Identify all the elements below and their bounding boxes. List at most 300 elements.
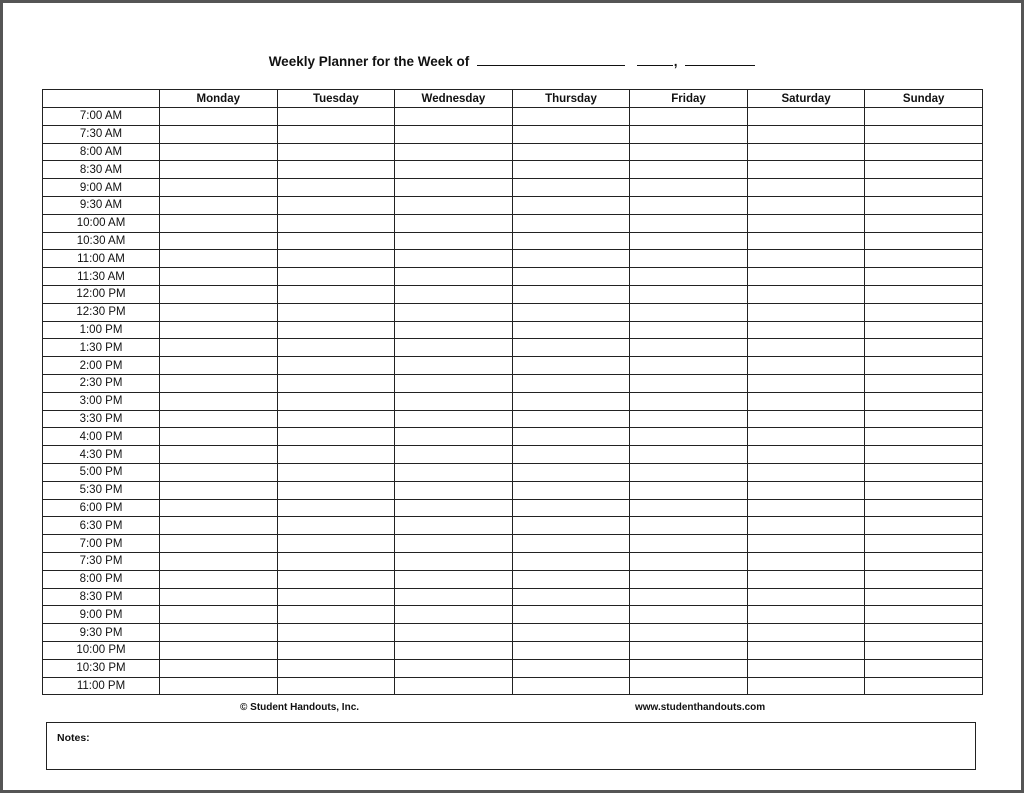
- schedule-cell[interactable]: [395, 446, 513, 464]
- schedule-table: [42, 89, 983, 695]
- notes-box[interactable]: [46, 722, 976, 770]
- schedule-cell[interactable]: [747, 214, 865, 232]
- day-header-saturday: Saturday: [747, 90, 865, 108]
- schedule-cell[interactable]: [865, 481, 983, 499]
- schedule-cell[interactable]: [865, 303, 983, 321]
- schedule-cell[interactable]: [160, 196, 278, 214]
- schedule-cell[interactable]: [865, 535, 983, 553]
- schedule-cell[interactable]: [277, 143, 395, 161]
- schedule-cell[interactable]: [865, 677, 983, 695]
- schedule-cell[interactable]: [277, 161, 395, 179]
- schedule-cell[interactable]: [395, 517, 513, 535]
- time-row: [43, 392, 983, 410]
- schedule-cell[interactable]: [160, 641, 278, 659]
- schedule-cell[interactable]: [277, 446, 395, 464]
- schedule-cell[interactable]: [512, 570, 630, 588]
- schedule-cell[interactable]: [160, 321, 278, 339]
- schedule-cell[interactable]: [277, 588, 395, 606]
- schedule-cell[interactable]: [160, 552, 278, 570]
- schedule-cell[interactable]: [395, 570, 513, 588]
- schedule-cell[interactable]: [395, 624, 513, 642]
- schedule-cell[interactable]: [630, 463, 748, 481]
- schedule-cell[interactable]: [277, 552, 395, 570]
- time-row: [43, 196, 983, 214]
- schedule-cell[interactable]: [630, 214, 748, 232]
- notes-label: Notes:: [57, 732, 90, 744]
- schedule-cell[interactable]: [512, 303, 630, 321]
- schedule-cell[interactable]: [160, 268, 278, 286]
- schedule-cell[interactable]: [630, 428, 748, 446]
- time-row: [43, 108, 983, 126]
- schedule-cell[interactable]: [512, 535, 630, 553]
- schedule-cell[interactable]: [630, 357, 748, 375]
- schedule-cell[interactable]: [865, 552, 983, 570]
- schedule-cell[interactable]: [395, 125, 513, 143]
- schedule-cell[interactable]: [512, 481, 630, 499]
- schedule-cell[interactable]: [630, 196, 748, 214]
- schedule-cell[interactable]: [865, 357, 983, 375]
- schedule-cell[interactable]: [865, 446, 983, 464]
- time-slot-label: 3:30 PM: [43, 410, 160, 428]
- schedule-cell[interactable]: [630, 410, 748, 428]
- time-row: [43, 214, 983, 232]
- schedule-cell[interactable]: [277, 285, 395, 303]
- schedule-cell[interactable]: [395, 179, 513, 197]
- time-row: [43, 552, 983, 570]
- schedule-cell[interactable]: [747, 179, 865, 197]
- time-slot-label: 6:30 PM: [43, 517, 160, 535]
- schedule-cell[interactable]: [747, 535, 865, 553]
- schedule-cell[interactable]: [865, 161, 983, 179]
- schedule-cell[interactable]: [512, 659, 630, 677]
- schedule-cell[interactable]: [630, 677, 748, 695]
- schedule-cell[interactable]: [395, 303, 513, 321]
- schedule-cell[interactable]: [865, 659, 983, 677]
- schedule-cell[interactable]: [160, 143, 278, 161]
- corner-cell: [43, 90, 160, 108]
- schedule-cell[interactable]: [395, 214, 513, 232]
- schedule-cell[interactable]: [395, 410, 513, 428]
- time-slot-label: 4:00 PM: [43, 428, 160, 446]
- schedule-cell[interactable]: [630, 161, 748, 179]
- schedule-cell[interactable]: [277, 392, 395, 410]
- schedule-cell[interactable]: [630, 321, 748, 339]
- schedule-cell[interactable]: [747, 125, 865, 143]
- time-slot-label: 7:30 PM: [43, 552, 160, 570]
- schedule-cell[interactable]: [630, 570, 748, 588]
- schedule-cell[interactable]: [512, 677, 630, 695]
- schedule-cell[interactable]: [747, 161, 865, 179]
- schedule-cell[interactable]: [160, 232, 278, 250]
- schedule-cell[interactable]: [747, 517, 865, 535]
- schedule-cell[interactable]: [747, 552, 865, 570]
- schedule-cell[interactable]: [277, 108, 395, 126]
- schedule-cell[interactable]: [630, 125, 748, 143]
- schedule-cell[interactable]: [512, 179, 630, 197]
- schedule-cell[interactable]: [160, 677, 278, 695]
- schedule-cell[interactable]: [630, 285, 748, 303]
- time-slot-label: 8:30 PM: [43, 588, 160, 606]
- time-slot-label: 7:00 AM: [43, 108, 160, 126]
- schedule-cell[interactable]: [630, 179, 748, 197]
- schedule-cell[interactable]: [160, 535, 278, 553]
- schedule-cell[interactable]: [747, 339, 865, 357]
- schedule-cell[interactable]: [512, 214, 630, 232]
- schedule-cell[interactable]: [395, 161, 513, 179]
- day-header-friday: Friday: [630, 90, 748, 108]
- schedule-cell[interactable]: [277, 624, 395, 642]
- schedule-cell[interactable]: [395, 357, 513, 375]
- schedule-cell[interactable]: [160, 161, 278, 179]
- schedule-cell[interactable]: [865, 392, 983, 410]
- schedule-cell[interactable]: [630, 535, 748, 553]
- schedule-cell[interactable]: [277, 303, 395, 321]
- time-row: [43, 232, 983, 250]
- schedule-cell[interactable]: [865, 232, 983, 250]
- time-slot-label: 5:30 PM: [43, 481, 160, 499]
- schedule-cell[interactable]: [865, 570, 983, 588]
- time-slot-label: 1:30 PM: [43, 339, 160, 357]
- schedule-cell[interactable]: [160, 303, 278, 321]
- time-row: [43, 499, 983, 517]
- schedule-cell[interactable]: [512, 125, 630, 143]
- time-row: [43, 641, 983, 659]
- schedule-cell[interactable]: [865, 624, 983, 642]
- time-slot-label: 11:00 AM: [43, 250, 160, 268]
- schedule-cell[interactable]: [160, 179, 278, 197]
- schedule-cell[interactable]: [630, 588, 748, 606]
- day-header-wednesday: Wednesday: [395, 90, 513, 108]
- schedule-cell[interactable]: [395, 321, 513, 339]
- schedule-cell[interactable]: [395, 374, 513, 392]
- schedule-cell[interactable]: [395, 339, 513, 357]
- schedule-cell[interactable]: [747, 410, 865, 428]
- schedule-cell[interactable]: [160, 392, 278, 410]
- schedule-body: [43, 108, 983, 695]
- schedule-cell[interactable]: [747, 285, 865, 303]
- schedule-cell[interactable]: [512, 321, 630, 339]
- schedule-cell[interactable]: [747, 428, 865, 446]
- schedule-cell[interactable]: [395, 428, 513, 446]
- schedule-cell[interactable]: [395, 285, 513, 303]
- schedule-cell[interactable]: [512, 108, 630, 126]
- schedule-cell[interactable]: [630, 624, 748, 642]
- schedule-cell[interactable]: [160, 659, 278, 677]
- schedule-cell[interactable]: [747, 392, 865, 410]
- schedule-cell[interactable]: [395, 535, 513, 553]
- schedule-cell[interactable]: [865, 499, 983, 517]
- schedule-cell[interactable]: [630, 641, 748, 659]
- schedule-cell[interactable]: [512, 374, 630, 392]
- schedule-cell[interactable]: [277, 570, 395, 588]
- schedule-cell[interactable]: [160, 588, 278, 606]
- schedule-cell[interactable]: [277, 214, 395, 232]
- schedule-cell[interactable]: [630, 303, 748, 321]
- schedule-cell[interactable]: [747, 374, 865, 392]
- schedule-cell[interactable]: [865, 179, 983, 197]
- schedule-cell[interactable]: [630, 143, 748, 161]
- page-title: [3, 53, 1021, 69]
- copyright-notice: © Student Handouts, Inc.: [240, 702, 360, 713]
- schedule-cell[interactable]: [865, 606, 983, 624]
- schedule-cell[interactable]: [630, 268, 748, 286]
- schedule-cell[interactable]: [747, 250, 865, 268]
- week-date-blank[interactable]: [477, 53, 625, 66]
- schedule-cell[interactable]: [865, 339, 983, 357]
- time-row: [43, 446, 983, 464]
- schedule-cell[interactable]: [160, 339, 278, 357]
- schedule-cell[interactable]: [277, 321, 395, 339]
- schedule-cell[interactable]: [630, 250, 748, 268]
- time-slot-label: 9:30 AM: [43, 196, 160, 214]
- schedule-cell[interactable]: [512, 196, 630, 214]
- schedule-cell[interactable]: [277, 677, 395, 695]
- schedule-cell[interactable]: [160, 624, 278, 642]
- schedule-cell[interactable]: [512, 499, 630, 517]
- schedule-cell[interactable]: [160, 446, 278, 464]
- schedule-cell[interactable]: [277, 357, 395, 375]
- schedule-cell[interactable]: [277, 535, 395, 553]
- schedule-cell[interactable]: [865, 214, 983, 232]
- time-row: [43, 410, 983, 428]
- schedule-cell[interactable]: [865, 517, 983, 535]
- time-row: [43, 303, 983, 321]
- schedule-cell[interactable]: [747, 232, 865, 250]
- schedule-cell[interactable]: [747, 268, 865, 286]
- schedule-cell[interactable]: [747, 641, 865, 659]
- schedule-cell[interactable]: [512, 641, 630, 659]
- schedule-cell[interactable]: [395, 677, 513, 695]
- time-slot-label: 10:30 PM: [43, 659, 160, 677]
- title-comma: ,: [673, 54, 678, 69]
- website-url: www.studenthandouts.com: [635, 702, 766, 713]
- schedule-cell[interactable]: [160, 428, 278, 446]
- schedule-cell[interactable]: [160, 570, 278, 588]
- header-row: [43, 90, 983, 108]
- schedule-cell[interactable]: [512, 606, 630, 624]
- schedule-cell[interactable]: [512, 250, 630, 268]
- schedule-cell[interactable]: [747, 606, 865, 624]
- time-row: [43, 374, 983, 392]
- schedule-cell[interactable]: [277, 196, 395, 214]
- schedule-cell[interactable]: [277, 125, 395, 143]
- time-slot-label: 7:30 AM: [43, 125, 160, 143]
- schedule-cell[interactable]: [630, 659, 748, 677]
- time-row: [43, 570, 983, 588]
- schedule-cell[interactable]: [160, 499, 278, 517]
- time-slot-label: 8:00 AM: [43, 143, 160, 161]
- time-slot-label: 8:30 AM: [43, 161, 160, 179]
- schedule-cell[interactable]: [865, 285, 983, 303]
- schedule-cell[interactable]: [395, 196, 513, 214]
- time-row: [43, 125, 983, 143]
- schedule-cell[interactable]: [512, 552, 630, 570]
- schedule-cell[interactable]: [630, 552, 748, 570]
- schedule-cell[interactable]: [865, 196, 983, 214]
- schedule-cell[interactable]: [395, 108, 513, 126]
- schedule-cell[interactable]: [395, 232, 513, 250]
- schedule-cell[interactable]: [747, 499, 865, 517]
- schedule-cell[interactable]: [160, 517, 278, 535]
- schedule-cell[interactable]: [630, 374, 748, 392]
- schedule-cell[interactable]: [747, 196, 865, 214]
- schedule-cell[interactable]: [747, 624, 865, 642]
- week-year-blank[interactable]: [685, 53, 755, 66]
- schedule-cell[interactable]: [160, 410, 278, 428]
- schedule-cell[interactable]: [512, 588, 630, 606]
- day-header-sunday: Sunday: [865, 90, 983, 108]
- schedule-cell[interactable]: [512, 161, 630, 179]
- time-slot-label: 9:00 AM: [43, 179, 160, 197]
- time-slot-label: 2:30 PM: [43, 374, 160, 392]
- time-row: [43, 677, 983, 695]
- schedule-cell[interactable]: [395, 268, 513, 286]
- schedule-cell[interactable]: [395, 143, 513, 161]
- time-row: [43, 143, 983, 161]
- day-header-tuesday: Tuesday: [277, 90, 395, 108]
- schedule-cell[interactable]: [395, 481, 513, 499]
- time-slot-label: 2:00 PM: [43, 357, 160, 375]
- schedule-cell[interactable]: [512, 392, 630, 410]
- time-row: [43, 161, 983, 179]
- schedule-cell[interactable]: [747, 463, 865, 481]
- schedule-cell[interactable]: [865, 108, 983, 126]
- schedule-cell[interactable]: [512, 624, 630, 642]
- schedule-cell[interactable]: [747, 481, 865, 499]
- schedule-cell[interactable]: [512, 143, 630, 161]
- time-slot-label: 11:30 AM: [43, 268, 160, 286]
- schedule-cell[interactable]: [395, 552, 513, 570]
- time-slot-label: 10:00 PM: [43, 641, 160, 659]
- schedule-cell[interactable]: [395, 463, 513, 481]
- schedule-cell[interactable]: [277, 463, 395, 481]
- schedule-cell[interactable]: [747, 303, 865, 321]
- schedule-cell[interactable]: [160, 357, 278, 375]
- schedule-cell[interactable]: [747, 143, 865, 161]
- schedule-cell[interactable]: [160, 214, 278, 232]
- schedule-cell[interactable]: [747, 446, 865, 464]
- schedule-cell[interactable]: [630, 446, 748, 464]
- schedule-cell[interactable]: [865, 143, 983, 161]
- schedule-cell[interactable]: [512, 517, 630, 535]
- schedule-cell[interactable]: [630, 481, 748, 499]
- schedule-cell[interactable]: [512, 463, 630, 481]
- day-header-monday: Monday: [160, 90, 278, 108]
- schedule-cell[interactable]: [865, 374, 983, 392]
- schedule-cell[interactable]: [747, 108, 865, 126]
- schedule-cell[interactable]: [160, 285, 278, 303]
- schedule-cell[interactable]: [512, 339, 630, 357]
- schedule-cell[interactable]: [395, 606, 513, 624]
- schedule-cell[interactable]: [512, 285, 630, 303]
- time-row: [43, 179, 983, 197]
- schedule-cell[interactable]: [160, 481, 278, 499]
- time-slot-label: 12:30 PM: [43, 303, 160, 321]
- schedule-cell[interactable]: [865, 463, 983, 481]
- time-row: [43, 463, 983, 481]
- schedule-cell[interactable]: [395, 499, 513, 517]
- schedule-cell[interactable]: [277, 428, 395, 446]
- schedule-cell[interactable]: [630, 232, 748, 250]
- schedule-cell[interactable]: [395, 659, 513, 677]
- schedule-cell[interactable]: [865, 428, 983, 446]
- schedule-cell[interactable]: [395, 392, 513, 410]
- schedule-cell[interactable]: [630, 517, 748, 535]
- schedule-cell[interactable]: [277, 606, 395, 624]
- schedule-cell[interactable]: [277, 339, 395, 357]
- schedule-cell[interactable]: [277, 268, 395, 286]
- schedule-cell[interactable]: [630, 606, 748, 624]
- schedule-cell[interactable]: [865, 321, 983, 339]
- schedule-cell[interactable]: [865, 641, 983, 659]
- schedule-cell[interactable]: [747, 588, 865, 606]
- schedule-cell[interactable]: [160, 125, 278, 143]
- schedule-cell[interactable]: [865, 125, 983, 143]
- schedule-cell[interactable]: [865, 410, 983, 428]
- schedule-cell[interactable]: [865, 268, 983, 286]
- schedule-cell[interactable]: [395, 588, 513, 606]
- time-slot-label: 8:00 PM: [43, 570, 160, 588]
- time-slot-label: 6:00 PM: [43, 499, 160, 517]
- schedule-cell[interactable]: [747, 659, 865, 677]
- schedule-cell[interactable]: [277, 374, 395, 392]
- time-row: [43, 517, 983, 535]
- time-slot-label: 10:30 AM: [43, 232, 160, 250]
- schedule-cell[interactable]: [395, 250, 513, 268]
- schedule-cell[interactable]: [160, 108, 278, 126]
- schedule-cell[interactable]: [277, 499, 395, 517]
- schedule-cell[interactable]: [277, 179, 395, 197]
- schedule-cell[interactable]: [395, 641, 513, 659]
- schedule-cell[interactable]: [160, 250, 278, 268]
- time-row: [43, 250, 983, 268]
- schedule-cell[interactable]: [277, 517, 395, 535]
- schedule-cell[interactable]: [277, 410, 395, 428]
- time-slot-label: 3:00 PM: [43, 392, 160, 410]
- schedule-cell[interactable]: [512, 428, 630, 446]
- schedule-cell[interactable]: [512, 232, 630, 250]
- week-day-blank[interactable]: [637, 53, 673, 66]
- schedule-cell[interactable]: [630, 392, 748, 410]
- schedule-cell[interactable]: [277, 232, 395, 250]
- schedule-cell[interactable]: [512, 357, 630, 375]
- schedule-cell[interactable]: [160, 606, 278, 624]
- schedule-cell[interactable]: [512, 268, 630, 286]
- schedule-cell[interactable]: [747, 357, 865, 375]
- schedule-cell[interactable]: [277, 481, 395, 499]
- title-text: Weekly Planner for the Week of: [268, 54, 470, 69]
- schedule-cell[interactable]: [160, 463, 278, 481]
- schedule-cell[interactable]: [160, 374, 278, 392]
- schedule-cell[interactable]: [277, 641, 395, 659]
- schedule-cell[interactable]: [630, 499, 748, 517]
- schedule-cell[interactable]: [277, 250, 395, 268]
- schedule-cell[interactable]: [865, 250, 983, 268]
- schedule-cell[interactable]: [512, 410, 630, 428]
- day-header-thursday: Thursday: [512, 90, 630, 108]
- time-slot-label: 10:00 AM: [43, 214, 160, 232]
- schedule-cell[interactable]: [630, 108, 748, 126]
- schedule-cell[interactable]: [747, 677, 865, 695]
- time-slot-label: 4:30 PM: [43, 446, 160, 464]
- time-slot-label: 9:00 PM: [43, 606, 160, 624]
- schedule-cell[interactable]: [865, 588, 983, 606]
- schedule-cell[interactable]: [747, 570, 865, 588]
- schedule-cell[interactable]: [277, 659, 395, 677]
- schedule-cell[interactable]: [630, 339, 748, 357]
- schedule-cell[interactable]: [747, 321, 865, 339]
- schedule-cell[interactable]: [512, 446, 630, 464]
